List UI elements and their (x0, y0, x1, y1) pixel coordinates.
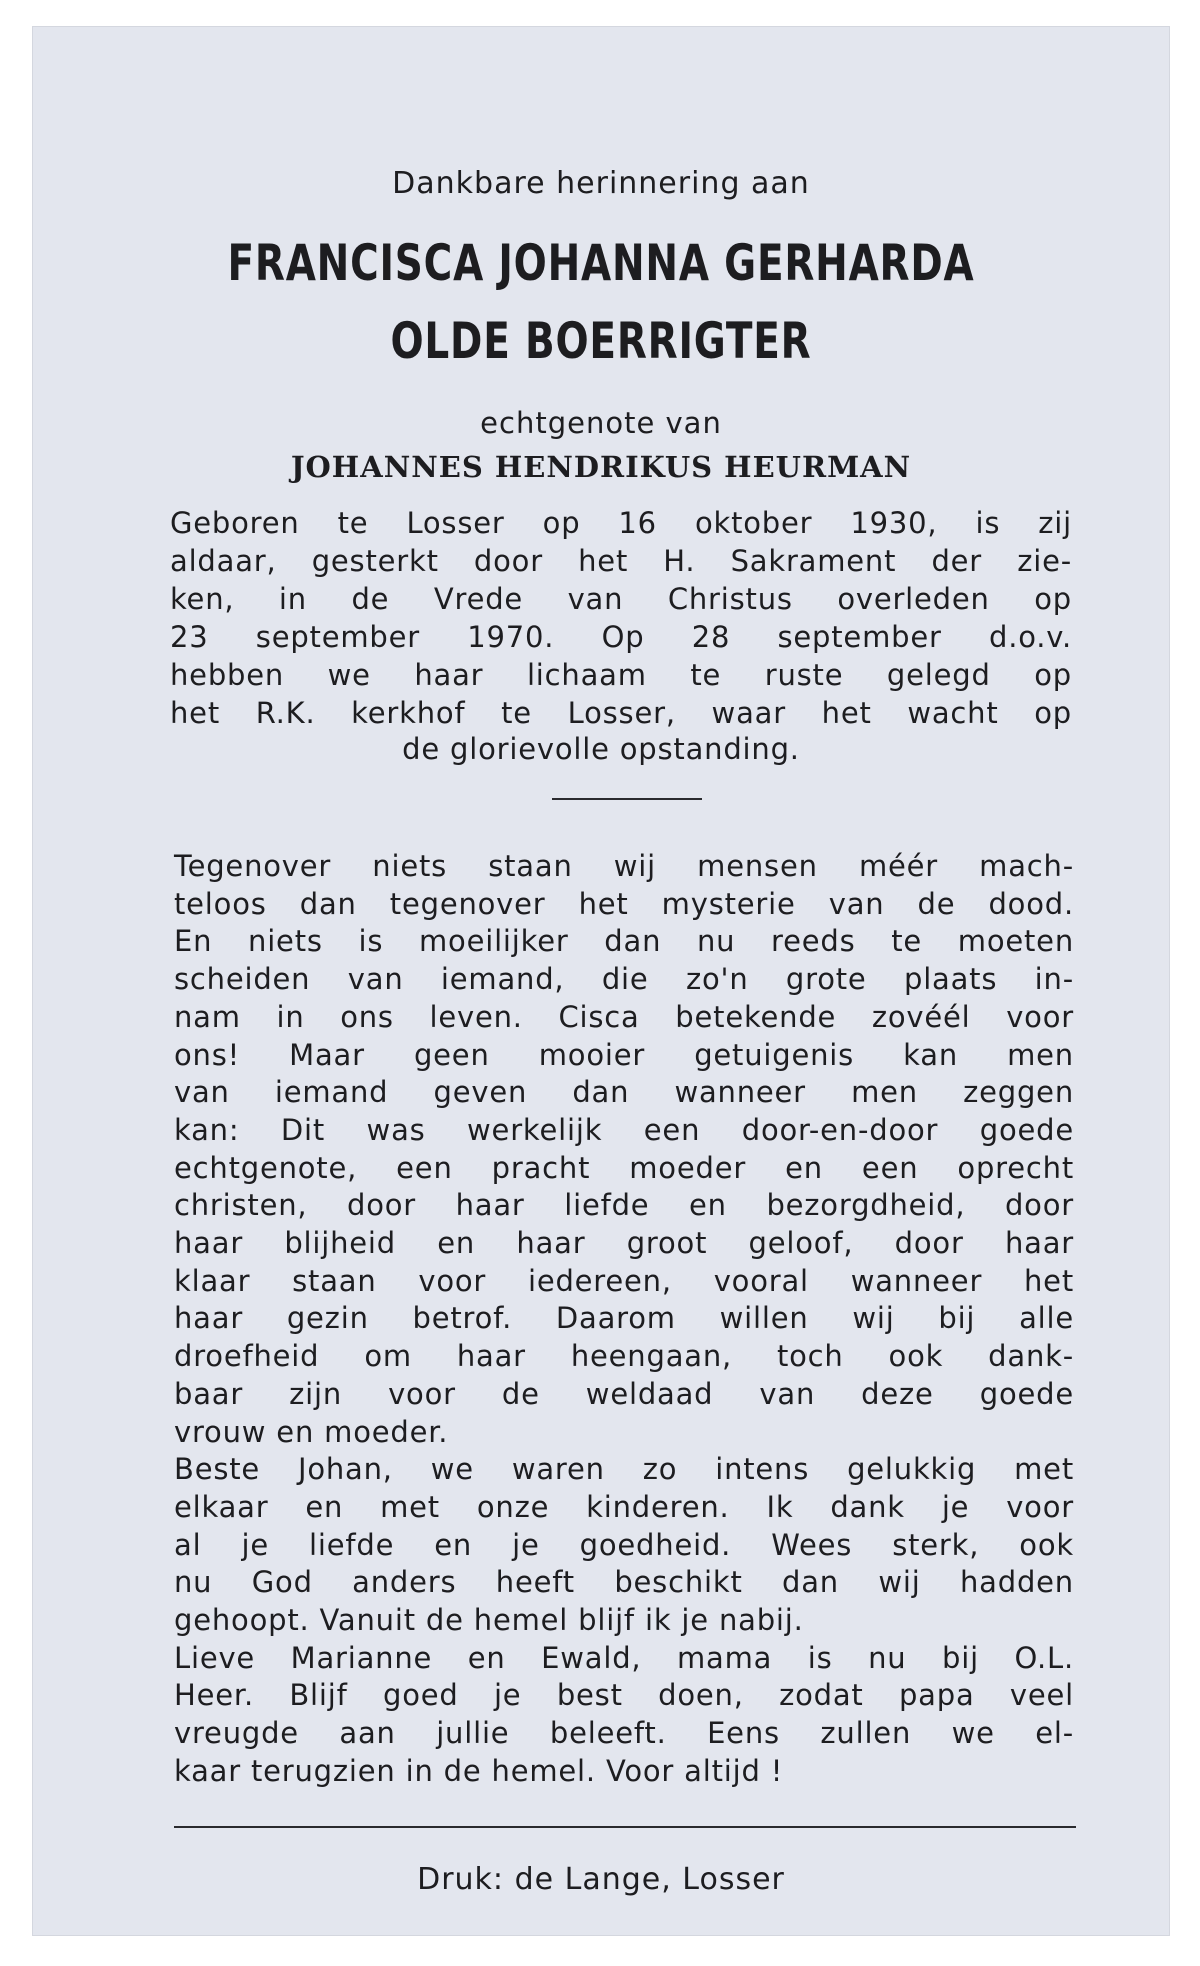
body-line: gehoopt. Vanuit de hemel blijf ik je nabij. (174, 1603, 804, 1638)
bio-line: ken, in de Vrede van Christus overleden op (170, 582, 1072, 616)
body-line: kan: Dit was werkelijk een door-en-door goede (174, 1112, 1074, 1147)
intro-text: Dankbare herinnering aan (392, 166, 810, 201)
body-line: nu God anders heeft beschikt dan wij hadden (174, 1565, 1074, 1600)
biography-paragraph (170, 504, 1072, 732)
deceased-name-line-2: OLDE BOERRIGTER (390, 312, 812, 370)
spouse-of-text: echtgenote van (480, 406, 722, 440)
body-line: klaar staan voor iedereen, vooral wanneer het (174, 1263, 1074, 1298)
bio-line: hebben we haar lichaam te ruste gelegd op (170, 658, 1072, 692)
memorial-card (32, 26, 1170, 1936)
body-line: christen, door haar liefde en bezorgdheid, door (174, 1188, 1074, 1223)
body-line: vrouw en moeder. (174, 1414, 449, 1449)
body-line: En niets is moeilijker dan nu reeds te moeten (174, 924, 1074, 959)
bio-line: 23 september 1970. Op 28 september d.o.v. (170, 620, 1072, 654)
body-line: haar blijheid en haar groot geloof, door haar (174, 1226, 1074, 1261)
body-line: scheiden van iemand, die zo'n grote plaats in- (174, 962, 1074, 997)
body-line: Tegenover niets staan wij mensen méér mach- (174, 849, 1074, 883)
deceased-name-line-1: FRANCISCA JOHANNA GERHARDA (227, 234, 975, 292)
body-line: haar gezin betrof. Daarom willen wij bij alle (174, 1301, 1074, 1336)
reflection-paragraph (174, 848, 1074, 1791)
body-line: echtgenote, een pracht moeder en een oprecht (174, 1150, 1074, 1185)
body-line: kaar terugzien in de hemel. Voor altijd ! (174, 1753, 784, 1788)
body-line: vreugde aan jullie beleeft. Eens zullen we el- (174, 1716, 1074, 1751)
bio-line: aldaar, gesterkt door het H. Sakrament der zie- (170, 544, 1072, 578)
husband-name: JOHANNES HENDRIKUS HEURMAN (290, 450, 912, 484)
body-line: droefheid om haar heengaan, toch ook dank- (174, 1339, 1074, 1374)
body-line: al je liefde en je goedheid. Wees sterk, ook (174, 1527, 1074, 1562)
bio-line: Geboren te Losser op 16 oktober 1930, is zij (170, 506, 1072, 540)
body-line: nam in ons leven. Cisca betekende zovéél voor (174, 999, 1074, 1034)
body-line: elkaar en met onze kinderen. Ik dank je voor (174, 1489, 1074, 1524)
body-line: Beste Johan, we waren zo intens gelukkig met (174, 1452, 1074, 1487)
bio-line-last: de glorievolle opstanding. (402, 732, 800, 766)
bio-line: het R.K. kerkhof te Losser, waar het wacht op (170, 696, 1072, 730)
body-line: van iemand geven dan wanneer men zeggen (174, 1075, 1074, 1110)
body-line: Heer. Blijf goed je best doen, zodat papa veel (174, 1678, 1074, 1713)
divider-long (174, 1826, 1076, 1828)
body-line: baar zijn voor de weldaad van deze goede (174, 1376, 1074, 1411)
body-line: Lieve Marianne en Ewald, mama is nu bij O.L. (174, 1640, 1074, 1675)
printer-credit: Druk: de Lange, Losser (417, 1862, 785, 1897)
body-line: ons! Maar geen mooier getuigenis kan men (174, 1037, 1074, 1072)
divider-short (552, 798, 702, 800)
body-line: teloos dan tegenover het mysterie van de dood. (174, 886, 1074, 921)
